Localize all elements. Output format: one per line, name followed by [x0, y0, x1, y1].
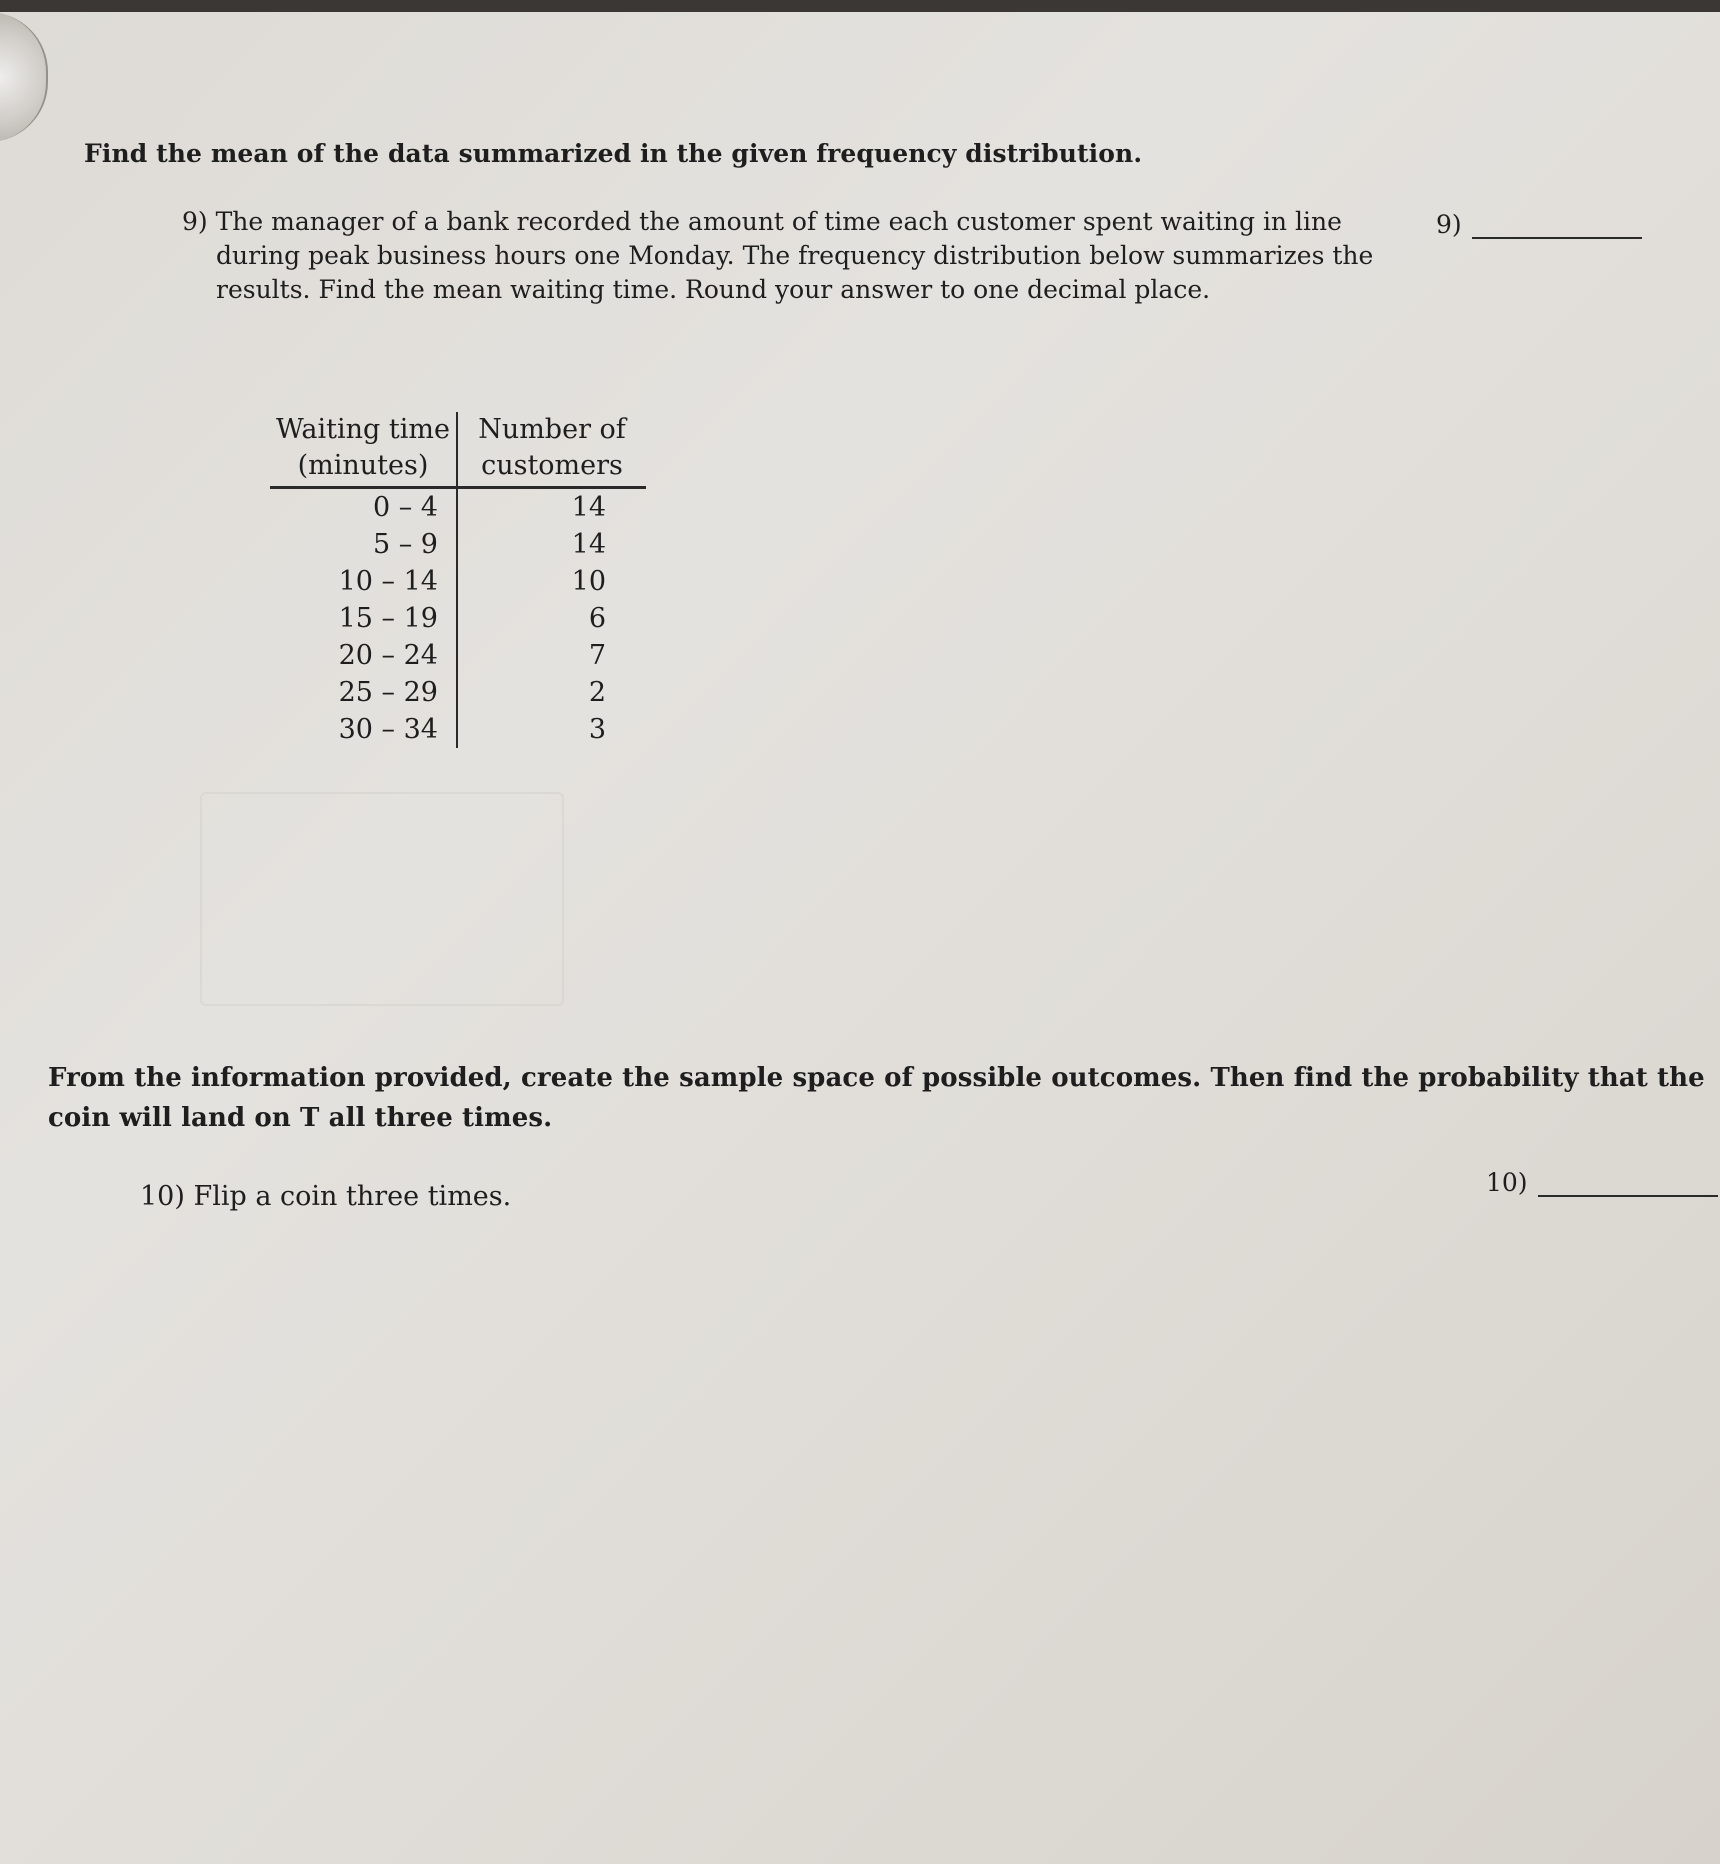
show-through-marks [200, 792, 564, 1006]
problem-10 [140, 1180, 511, 1214]
table-cell-range: 25 – 29 [338, 677, 438, 708]
table-header [270, 412, 646, 489]
table-cell-range: 0 – 4 [372, 492, 438, 523]
table-body [270, 489, 646, 748]
answer-10-line[interactable] [1538, 1173, 1718, 1197]
table-cell-range: 10 – 14 [338, 566, 438, 597]
table-cell-count: 2 [588, 677, 606, 708]
problem-9-text: The manager of a bank recorded the amount of time each customer spent waiting in line during peak business hours one Monday. The frequency distribution below summarizes the results. Find the mean waiting time. Round your answer to one decimal place. [215, 207, 1374, 304]
table-cell-range: 20 – 24 [338, 640, 438, 671]
frequency-table [270, 412, 646, 748]
problem-9 [182, 205, 1382, 307]
table-cell-range: 30 – 34 [338, 714, 438, 745]
answer-9-line[interactable] [1472, 215, 1642, 239]
header-number-customers: Number of customers [478, 414, 626, 481]
problem-10-number: 10) [140, 1181, 185, 1212]
table-cell-range: 15 – 19 [338, 603, 438, 634]
table-cell-count: 14 [571, 529, 606, 560]
header-waiting-time: Waiting time (minutes) [270, 412, 458, 486]
problem-10-text: Flip a coin three times. [193, 1181, 512, 1212]
problem-9-number: 9) [182, 207, 208, 236]
answer-blank-10[interactable] [1486, 1168, 1718, 1197]
waiting-time-column [270, 489, 458, 748]
section-instruction-sample-space: From the information provided, create the sample space of possible outcomes. Then find the probability that the coin will land on T all three times. [48, 1063, 1705, 1133]
table-cell-range: 5 – 9 [372, 529, 438, 560]
table-cell-count: 7 [588, 640, 606, 671]
table-cell-count: 3 [588, 714, 606, 745]
binder-clip [0, 12, 48, 142]
table-cell-count: 14 [571, 492, 606, 523]
customers-column [458, 489, 646, 748]
answer-10-label: 10) [1486, 1168, 1528, 1197]
section-instruction-mean: Find the mean of the data summarized in the given frequency distribution. [84, 139, 1143, 168]
answer-9-label: 9) [1436, 210, 1462, 239]
table-cell-count: 10 [571, 566, 606, 597]
answer-blank-9[interactable] [1436, 210, 1642, 239]
table-cell-count: 6 [588, 603, 606, 634]
